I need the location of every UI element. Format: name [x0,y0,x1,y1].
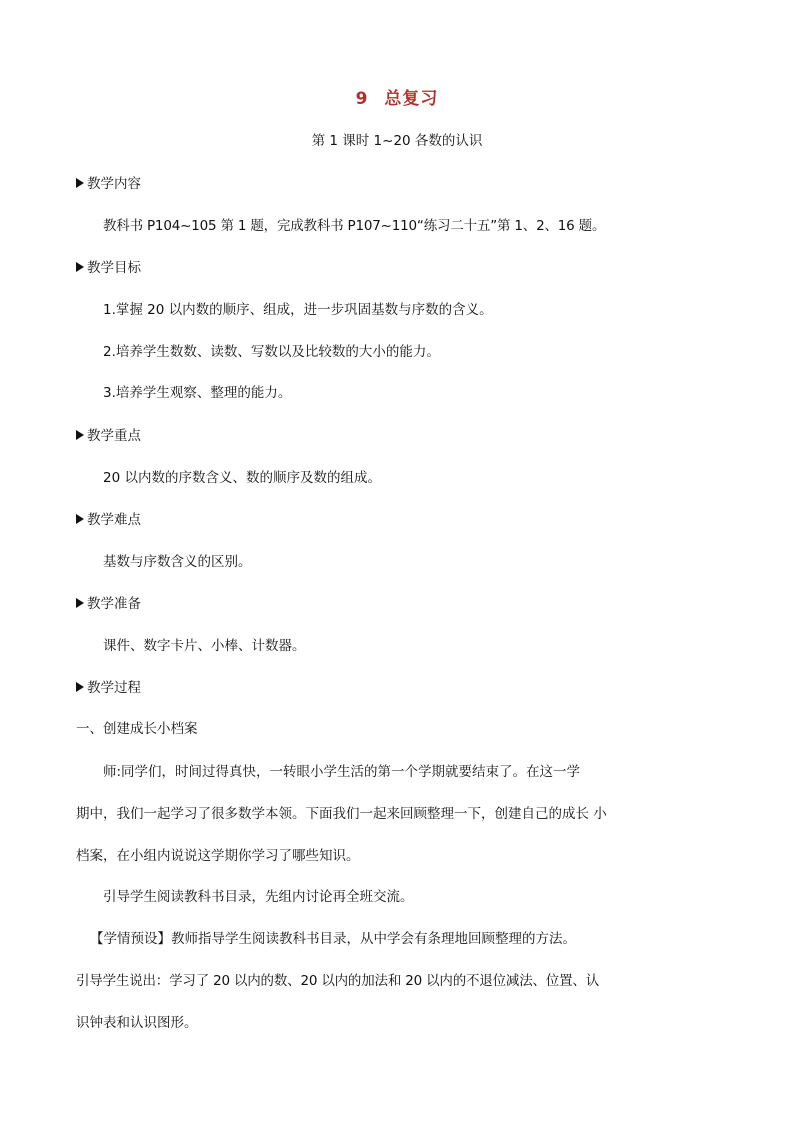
content-body: 教科书 P104~105 第 1 题，完成教科书 P107~110“练习二十五”第 1、2、16 题。 [103,218,606,234]
key-points-body: 20 以内数的序数含义、数的顺序及数的组成。 [103,470,381,486]
goal-item: 1.掌握 20 以内数的顺序、组成，进一步巩固基数与序数的含义。 [103,302,493,318]
section-heading-text: 教学重点 [87,428,141,444]
chapter-number: 9 [355,89,369,109]
lesson-subtitle: 第 1 课时 1~20 各数的认识 [311,133,483,149]
chapter-title-text: 总复习 [384,89,439,109]
difficulties-body: 基数与序数含义的区别。 [103,554,252,570]
process-paragraph-line: 档案，在小组内说说这学期你学习了哪些知识。 [76,848,360,864]
section-heading-text: 教学难点 [87,512,141,528]
preparation-body: 课件、数字卡片、小棒、计数器。 [103,638,306,654]
triangle-bullet-icon [76,178,84,188]
triangle-bullet-icon [76,598,84,608]
section-heading-key-points [76,427,141,445]
section-heading-text: 教学过程 [87,680,141,696]
process-paragraph-line: 引导学生说出：学习了 20 以内的数、20 以内的加法和 20 以内的不退位减法、位置、认 [76,973,599,989]
section-heading-text: 教学目标 [87,260,141,276]
process-paragraph-line: 引导学生阅读教科书目录，先组内讨论再全班交流。 [103,889,414,905]
process-paragraph-line: 识钟表和认识图形。 [76,1015,198,1031]
section-heading-goals [76,259,141,277]
section-heading-difficulties [76,511,141,529]
goal-item: 2.培养学生数数、读数、写数以及比较数的大小的能力。 [103,344,440,360]
section-heading-content [76,175,141,193]
goal-item: 3.培养学生观察、整理的能力。 [103,385,292,401]
triangle-bullet-icon [76,430,84,440]
section-heading-preparation [76,595,141,613]
triangle-bullet-icon [76,262,84,272]
section-heading-process [76,679,141,697]
process-paragraph-line: 师:同学们，时间过得真快，一转眼小学生活的第一个学期就要结束了。在这一学 [103,764,581,780]
triangle-bullet-icon [76,514,84,524]
process-paragraph-line: 期中，我们一起学习了很多数学本领。下面我们一起来回顾整理一下，创建自己的成长 小 [76,806,607,822]
triangle-bullet-icon [76,682,84,692]
section-heading-text: 教学内容 [87,176,141,192]
process-part-title: 一、创建成长小档案 [76,721,198,737]
section-heading-text: 教学准备 [87,596,141,612]
teacher-note-line: 【学情预设】教师指导学生阅读教科书目录，从中学会有条理地回顾整理的方法。 [90,931,576,947]
chapter-title [0,88,794,110]
